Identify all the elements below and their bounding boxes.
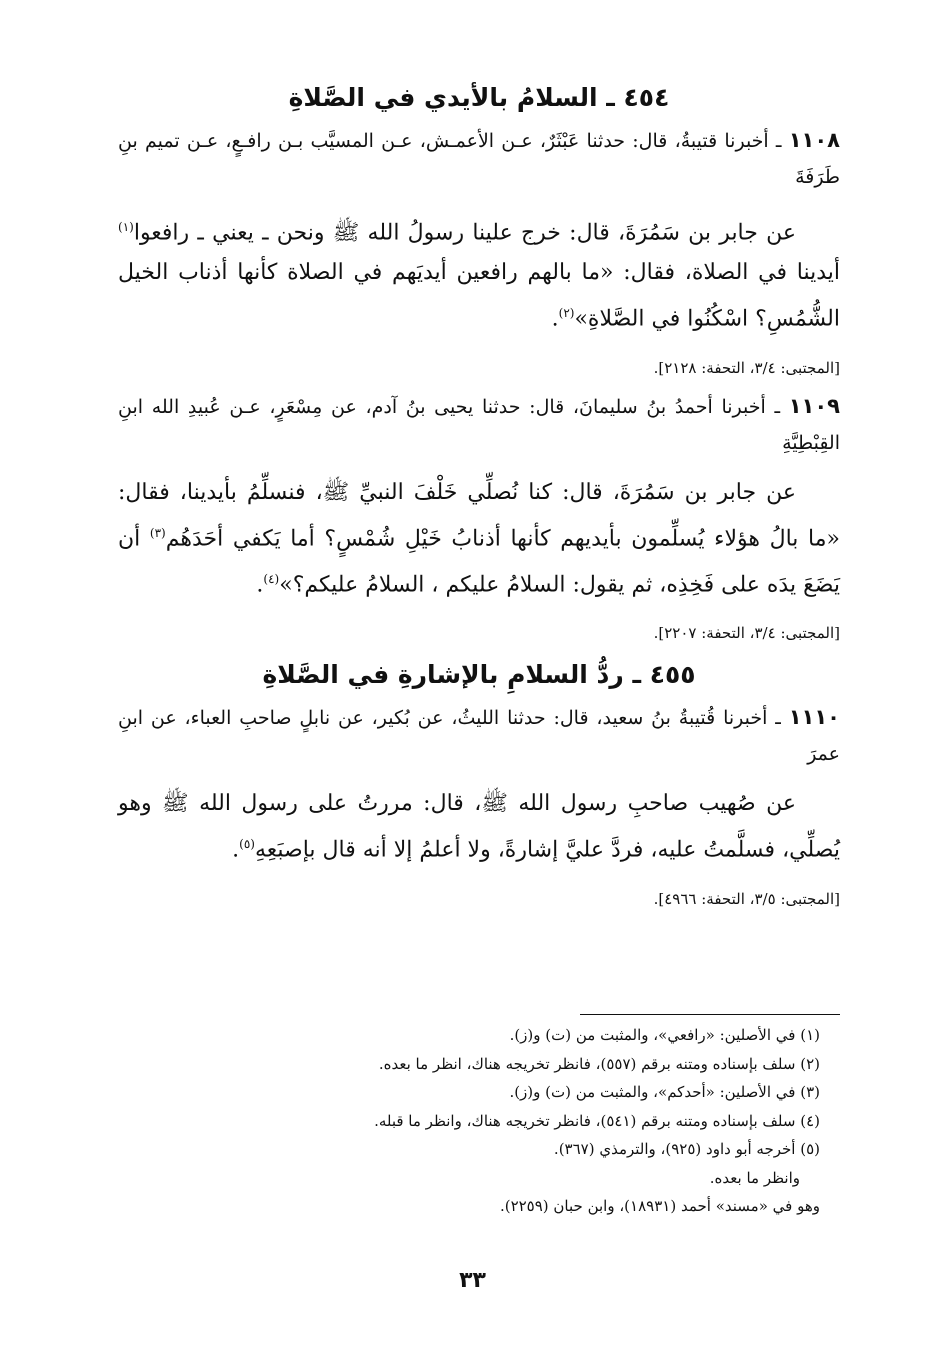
- matn-text: .: [256, 572, 264, 598]
- footnote-5: (٥) أخرجه أبو داود (٩٢٥)، والترمذي (٣٦٧).: [553, 1140, 820, 1158]
- isnad-text: ـ أخبرنا أحمدُ بنُ سليمانَ، قال: حدثنا يحيى بنُ آدم، عن مِسْعَرٍ، عـن عُبيدِ الله ابنِ القِبْطِيَّةِ: [118, 395, 840, 454]
- hadith-1109-reference: [المجتبى: ٣/٤، التحفة: ٢٢٠٧].: [653, 624, 840, 643]
- footnote-marker[interactable]: (٥): [239, 837, 255, 852]
- page-number: ٣٣: [459, 1268, 486, 1293]
- hadith-1108-reference: [المجتبى: ٣/٤، التحفة: ٢١٢٨].: [653, 358, 840, 377]
- hadith-1108-isnad: [118, 122, 840, 195]
- hadith-number: ١١٠٨: [788, 128, 840, 152]
- hadith-number: ١١١٠: [788, 705, 840, 730]
- footnote-marker[interactable]: (٣): [149, 525, 166, 540]
- isnad-text: ـ أخبرنا قُتيبةُ بنُ سعيد، قال: حدثنا الليثُ، عن بُكير، عن نابلٍ صاحبِ العباء، عن ابنِ عمرَ: [118, 707, 840, 766]
- hadith-1109-matn: [118, 473, 840, 606]
- matn-text: عن صُهيب صاحبِ رسول الله ﷺ، قال: مررتُ على رسول الله ﷺ وهو يُصلِّي، فسلَّمتُ عليه، فردَّ عليَّ إشارةً، ولا أعلمُ إلا أنه قال بإصبَعِهِ: [118, 791, 840, 863]
- footnote-marker[interactable]: (١): [118, 220, 134, 234]
- hadith-number: ١١٠٩: [788, 393, 840, 418]
- hadith-1110-matn: [118, 784, 840, 870]
- hadith-1110-isnad: [118, 699, 840, 772]
- matn-text: عن جابر بن سَمُرَةَ، قال: كنا نُصلِّي خَلْفَ النبيِّ ﷺ، فنسلِّمُ بأيدينا، فقال: «ما بالُ هؤلاء يُسلِّمون بأيديهم كأنها أذنابُ خَيْلِ شُمْسٍ؟ أما يَكفي أحَدَهُم: [118, 479, 840, 551]
- matn-text: أن يَضَعَ يدَه على فَخِذِه، ثم يقول: السلامُ عليكم ، السلامُ عليكم؟»: [118, 525, 840, 598]
- matn-text: عن جابر بن سَمُرَةَ، قال: خرج علينا رسولُ الله ﷺ ونحن ـ يعني ـ رافعوا: [133, 220, 796, 246]
- hadith-1110-reference: [المجتبى: ٣/٥، التحفة: ٤٩٦٦].: [653, 889, 840, 908]
- footnote-3: (٣) في الأصلين: «أحدكم»، والمثبت من (ت) و(ز).: [509, 1083, 820, 1101]
- footnote-1: (١) في الأصلين: «رافعي»، والمثبت من (ت) و(ز).: [509, 1026, 820, 1044]
- footnote-2: (٢) سلف بإسناده ومتنه برقم (٥٥٧)، فانظر تخريجه هناك، انظر ما بعده.: [378, 1054, 820, 1073]
- footnote-5-continuation: وهو في «مسند» أحمد (١٨٩٣١)، وابن حبان (٢٢٥٩).: [499, 1197, 820, 1215]
- matn-text: أيدينا في الصلاة، فقال: «ما بالهم رافعين أيديَهم في الصلاة كأنها أذناب الخيل الشُّمُسِ؟ اسْكُنُوا في الصَّلاةِ»: [118, 260, 840, 332]
- footnote-marker[interactable]: (٤): [263, 571, 280, 586]
- footnote-marker[interactable]: (٢): [558, 306, 575, 321]
- footnotes: [118, 1014, 840, 1221]
- footnote-4: (٤) سلف بإسناده ومتنه برقم (٥٤١)، فانظر تخريجه هناك، وانظر ما قبله.: [374, 1111, 820, 1130]
- footnote-5-continuation: وانظر ما بعده.: [709, 1168, 800, 1187]
- hadith-1108-matn: [118, 207, 840, 340]
- section-heading-455: ٤٥٥ ـ ردُّ السلامِ بالإشارةِ في الصَّلاةِ: [262, 660, 696, 690]
- isnad-text: ـ أخبرنا قتيبةُ، قال: حدثنا عَبْثَرٌ، عـن الأعمـش، عـن المسيَّب بـن رافـعٍ، عـن تميم بنِ طَرَفَةَ: [118, 130, 840, 188]
- footnote-divider: [580, 1014, 840, 1015]
- matn-text: .: [551, 306, 559, 332]
- section-heading-454: ٤٥٤ ـ السلامُ بالأيدي في الصَّلاةِ: [288, 83, 670, 112]
- hadith-1109-isnad: [118, 388, 840, 461]
- page-body: [118, 70, 840, 919]
- matn-text: .: [232, 837, 240, 863]
